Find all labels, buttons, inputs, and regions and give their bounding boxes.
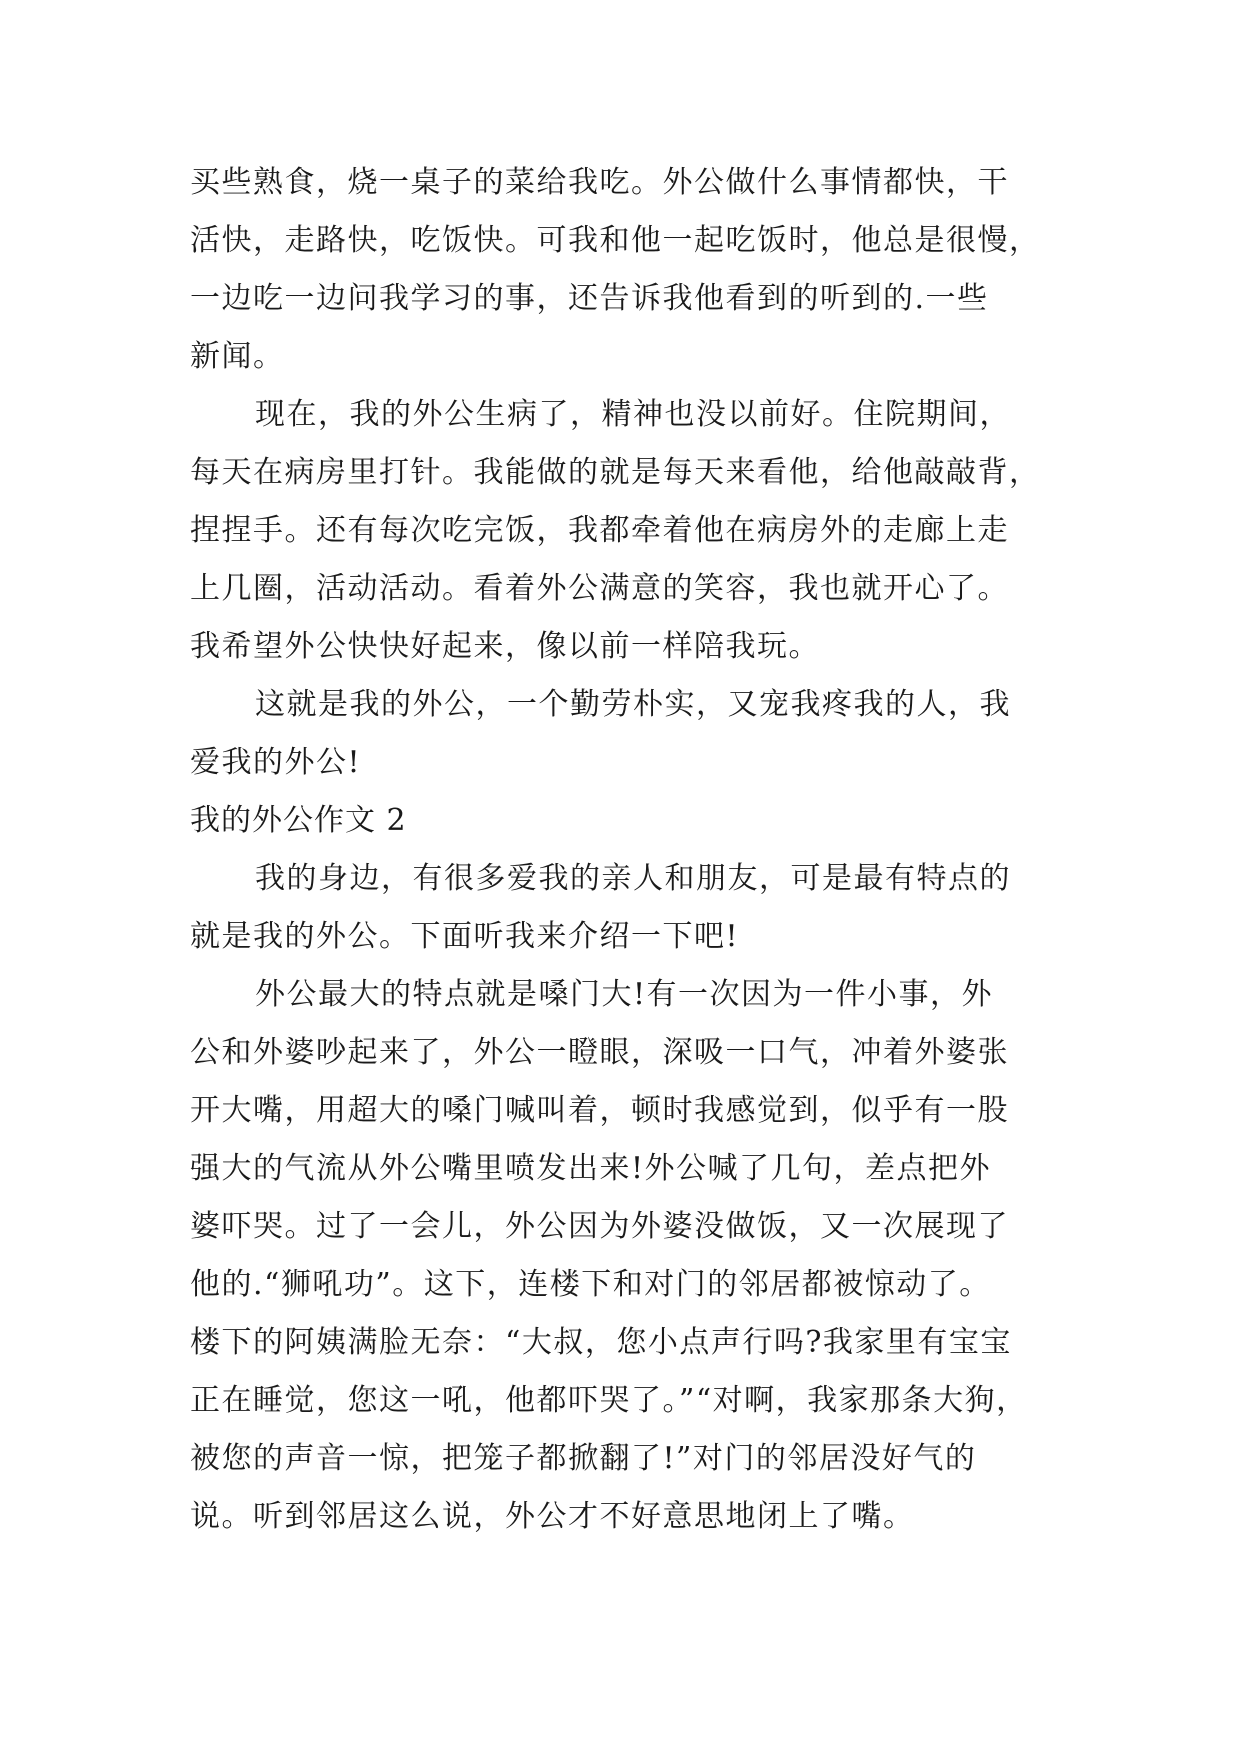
text-line: 买些熟食，烧一桌子的菜给我吃。外公做什么事情都快，干	[190, 165, 1009, 200]
text-line: 活快，走路快，吃饭快。可我和他一起吃饭时，他总是很慢，	[190, 223, 1041, 258]
text-line: 一边吃一边问我学习的事，还告诉我他看到的听到的.一些	[190, 281, 989, 316]
essay-text	[190, 154, 1070, 1546]
text-line: 上几圈，活动活动。看着外公满意的笑容，我也就开心了。	[190, 571, 1009, 606]
text-line: 我希望外公快快好起来，像以前一样陪我玩。	[190, 629, 820, 664]
text-line: 捏捏手。还有每次吃完饭，我都牵着他在病房外的走廊上走	[190, 513, 1009, 548]
paragraph-start-line: 这就是我的外公，一个勤劳朴实，又宠我疼我的人，我	[255, 687, 1011, 722]
text-line: 爱我的外公!	[190, 745, 362, 780]
text-line: 婆吓哭。过了一会儿，外公因为外婆没做饭，又一次展现了	[190, 1209, 1009, 1244]
text-line: 正在睡觉，您这一吼，他都吓哭了。”“对啊，我家那条大狗，	[190, 1383, 1028, 1418]
text-line: 每天在病房里打针。我能做的就是每天来看他，给他敲敲背，	[190, 455, 1041, 490]
text-line: 公和外婆吵起来了，外公一瞪眼，深吸一口气，冲着外婆张	[190, 1035, 1009, 1070]
paragraph-start-line: 现在，我的外公生病了，精神也没以前好。住院期间，	[255, 397, 1011, 432]
paragraph-start-line: 我的身边，有很多爱我的亲人和朋友，可是最有特点的	[255, 861, 1011, 896]
text-line: 就是我的外公。下面听我来介绍一下吧!	[190, 919, 740, 954]
text-line: 说。听到邻居这么说，外公才不好意思地闭上了嘴。	[190, 1499, 915, 1534]
text-line: 他的.“狮吼功”。这下，连楼下和对门的邻居都被惊动了。	[190, 1267, 991, 1302]
section-heading: 我的外公作文 2	[190, 803, 407, 838]
text-line: 强大的气流从外公嘴里喷发出来!外公喊了几句，差点把外	[190, 1151, 992, 1186]
text-line: 开大嘴，用超大的嗓门喊叫着，顿时我感觉到，似乎有一股	[190, 1093, 1009, 1128]
text-line: 楼下的阿姨满脸无奈：“大叔，您小点声行吗?我家里有宝宝	[190, 1325, 1012, 1360]
paragraph-start-line: 外公最大的特点就是嗓门大!有一次因为一件小事，外	[255, 977, 994, 1012]
text-line: 被您的声音一惊，把笼子都掀翻了!”对门的邻居没好气的	[190, 1441, 977, 1476]
text-line: 新闻。	[190, 339, 285, 374]
